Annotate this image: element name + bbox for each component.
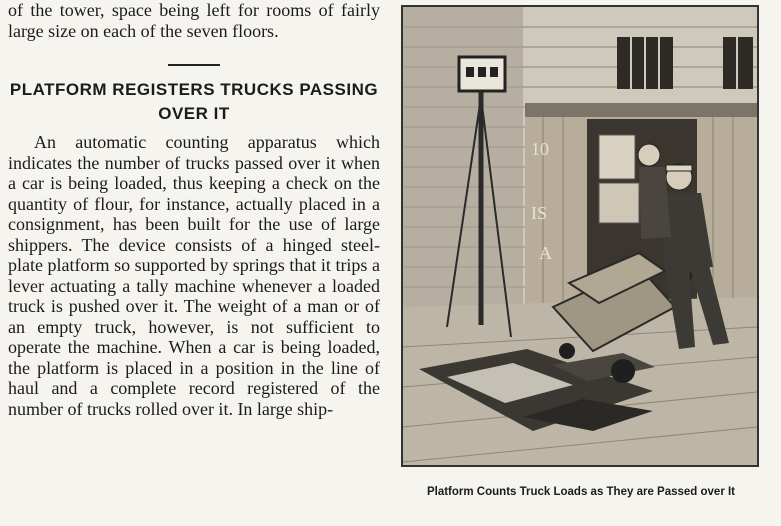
text-column: [8, 0, 380, 419]
painted-letters-10: 10: [531, 139, 549, 159]
truck-wheel: [611, 359, 635, 383]
figure-caption: Platform Counts Truck Loads as They are Passed over It: [426, 486, 736, 498]
article-headline: PLATFORM REGISTERS TRUCKS PASSING OVER IT: [9, 80, 379, 123]
intro-paragraph: of the tower, space being left for rooms of fairly large size on each of the seven floors.: [8, 0, 380, 41]
painted-letters-is: IS: [531, 203, 548, 223]
left-wall-shadow: [403, 7, 523, 317]
platform-illustration: [403, 7, 757, 465]
illustration: [401, 5, 759, 467]
article-body: An automatic counting apparatus which indicates the number of trucks passed over it when a car is being loaded, thus keeping a check on the quantity of flour, for instance, actually placed in a consignment, has been built for the use of large shippers. The device consists of a hinged steel-plate platform so supported by springs that it trips a lever actuating a tally machine whenever a loaded truck is pushed over it. The weight of a man or of an empty truck, however, is not sufficient to operate the machine. When a car is being loaded, the platform is placed in a position in the line of haul and a complete record registered of the number of trucks rolled over it. In large ship-: [8, 132, 380, 419]
painted-letters-a: A: [539, 243, 552, 263]
flour-sack: [599, 135, 635, 179]
section-divider: [168, 64, 220, 66]
